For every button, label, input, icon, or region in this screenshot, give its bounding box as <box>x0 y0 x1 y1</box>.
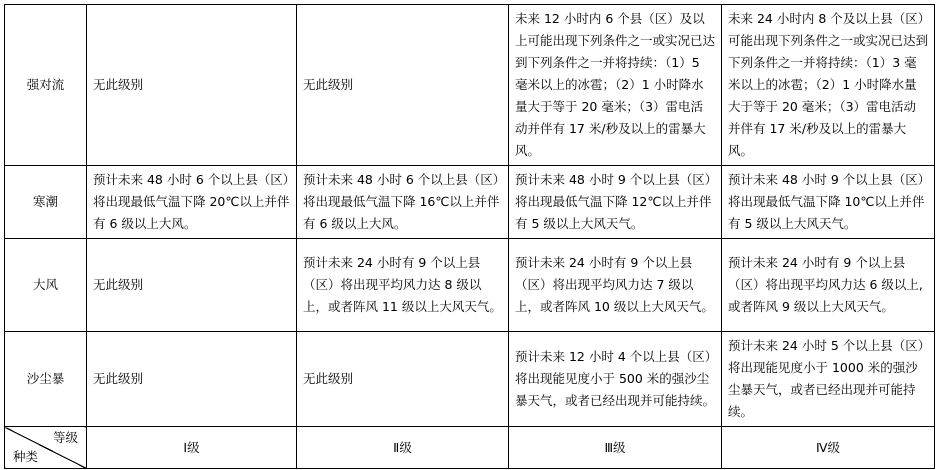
level-2-cell: 预计未来 24 小时有 9 个以上县（区）将出现平均风力达 8 级以上，或者阵风 11 级以上大风天气。 <box>297 239 509 332</box>
level-3-cell: 预计未来 48 小时 9 个以上县（区）将出现最低气温下降 12℃以上并伴有 5 级以上大风天气。 <box>509 166 722 239</box>
level-1-cell: 预计未来 48 小时 6 个以上县（区）将出现最低气温下降 20℃以上并伴有 6 级以上大风。 <box>87 166 297 239</box>
level-1-cell: 无此级别 <box>87 239 297 332</box>
level-3-cell: 预计未来 24 小时有 9 个以上县（区）将出现平均风力达 7 级以上，或者阵风 10 级以上大风天气。 <box>509 239 722 332</box>
level-4-cell: 预计未来 48 小时 9 个以上县（区）将出现最低气温下降 10℃以上并伴有 5 级以上大风天气。 <box>722 166 935 239</box>
table-row <box>5 332 935 427</box>
level-3-cell: 预计未来 12 小时 4 个以上县（区）将出现能见度小于 500 米的强沙尘暴天气，或者已经出现并可能持续。 <box>509 332 722 427</box>
table-header-row <box>5 427 935 469</box>
corner-label-kind: 种类 <box>13 449 39 464</box>
level-3-header: Ⅲ级 <box>509 427 722 469</box>
table-row <box>5 5 935 166</box>
level-1-cell: 无此级别 <box>87 332 297 427</box>
kind-cell: 强对流 <box>5 5 87 166</box>
level-4-cell: 预计未来 24 小时有 9 个以上县（区）将出现平均风力达 6 级以上,或者阵风 9 级以上大风天气。 <box>722 239 935 332</box>
level-2-cell: 无此级别 <box>297 332 509 427</box>
level-3-cell: 未来 12 小时内 6 个县（区）及以上可能出现下列条件之一或实况已达到下列条件之一并将持续：（1）5 毫米以上的冰雹；（2）1 小时降水量大于等于 20 毫米；（3）雷电活动并伴有 17 米/秒及以上的雷暴大风。 <box>509 5 722 166</box>
corner-header-cell <box>5 427 87 469</box>
level-4-cell: 未来 24 小时内 8 个及以上县（区）可能出现下列条件之一或实况已达到下列条件之一并将持续：（1）3 毫米以上的冰雹；（2）1 小时降水量大于等于 20 毫米；（3）雷电活动并伴有 17 米/秒及以上的雷暴大风。 <box>722 5 935 166</box>
kind-cell: 寒潮 <box>5 166 87 239</box>
kind-cell: 大风 <box>5 239 87 332</box>
table-row <box>5 239 935 332</box>
kind-cell: 沙尘暴 <box>5 332 87 427</box>
level-4-cell: 预计未来 24 小时 5 个以上县（区）将出现能见度小于 1000 米的强沙尘暴天气，或者已经出现并可能持续。 <box>722 332 935 427</box>
level-2-cell: 预计未来 48 小时 6 个以上县（区）将出现最低气温下降 16℃以上并伴有 6 级以上大风。 <box>297 166 509 239</box>
level-4-header: Ⅳ级 <box>722 427 935 469</box>
level-2-header: Ⅱ级 <box>297 427 509 469</box>
table-row <box>5 166 935 239</box>
corner-label-level: 等级 <box>52 430 78 445</box>
level-1-header: Ⅰ级 <box>87 427 297 469</box>
level-1-cell: 无此级别 <box>87 5 297 166</box>
level-2-cell: 无此级别 <box>297 5 509 166</box>
warning-level-table <box>4 4 935 469</box>
